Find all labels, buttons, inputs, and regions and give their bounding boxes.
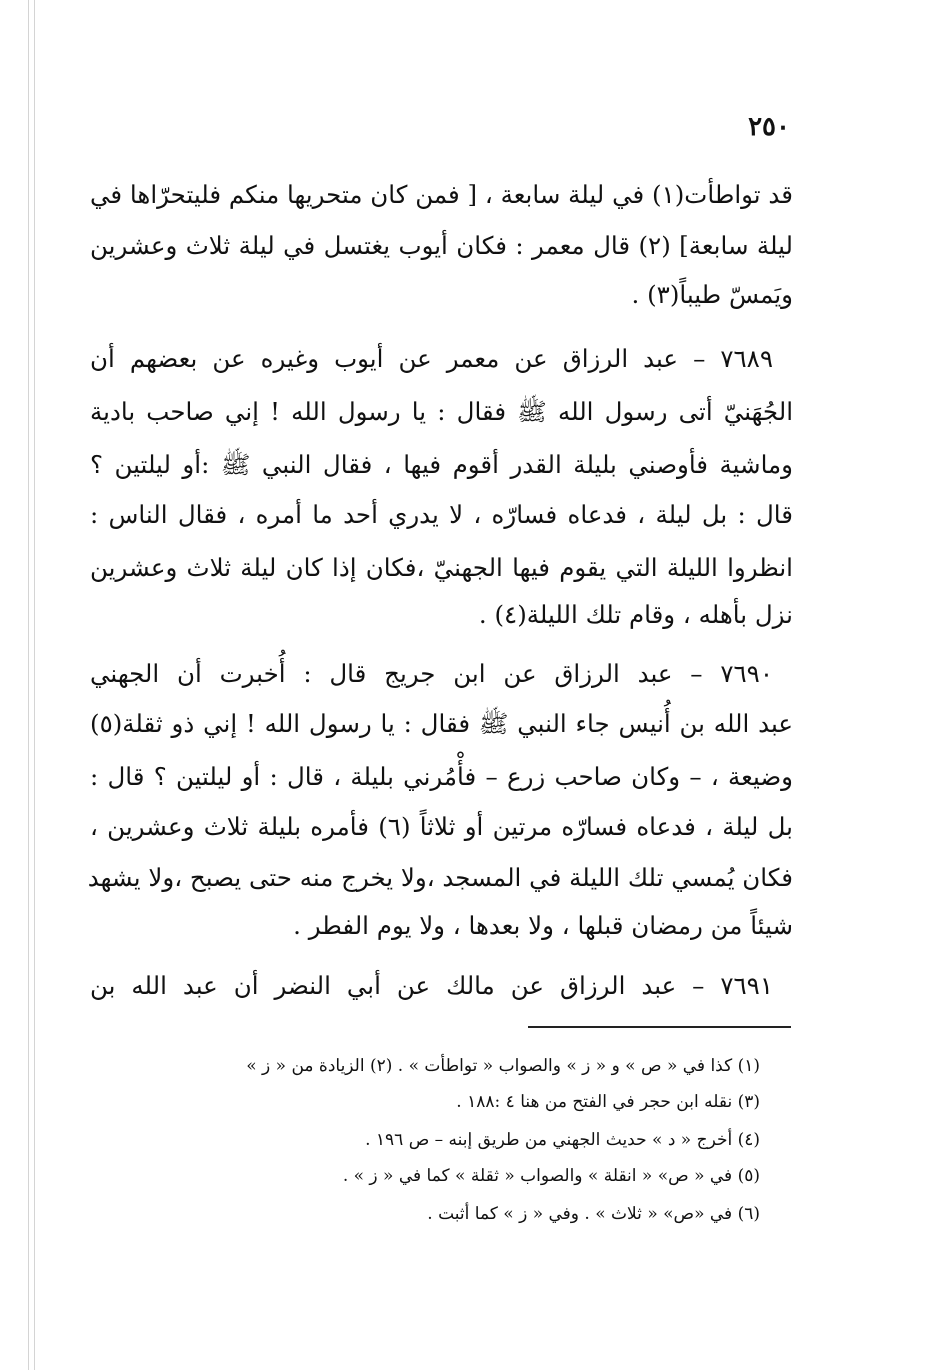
footnote: (٥) في « ص» « انقلة » والصواب « ثقلة » كما في « ز » . (342, 1166, 760, 1186)
text-line: وضيعة ، – وكان صاحب زرع – فأْمُرني بليلة ، قال : أو ليلتين ؟ قال : (90, 762, 793, 791)
text-line: انظروا الليلة التي يقوم فيها الجهنيّ ،فكان إذا كان ليلة ثلاث وعشرين (90, 553, 793, 582)
text-line: ويَمسّ طيباً(٣) . (631, 280, 793, 309)
text-line: نزل بأهله ، وقام تلك الليلة(٤) . (478, 600, 793, 629)
text-line: الجُهَنيّ أتى رسول الله ﷺ فقال : يا رسول الله ! إني صاحب بادية (90, 397, 793, 426)
text-line: بل ليلة ، فدعاه فسارّه مرتين أو ثلاثاً (٦) فأمره بليلة ثلاث وعشرين ، (90, 812, 793, 841)
text-line: قال : بل ليلة ، فدعاه فسارّه ، لا يدري أحد ما أمره ، فقال الناس : (90, 500, 793, 529)
text-line: عبد الله بن أُنيس جاء النبي ﷺ فقال : يا رسول الله ! إني ذو ثقلة(٥) (90, 709, 793, 738)
footnote: (٣) نقله ابن حجر في الفتح من هنا ٤ :١٨٨ . (456, 1092, 760, 1112)
text-line: ٧٦٩٠ – عبد الرزاق عن ابن جريج قال : أُخبرت أن الجهني (90, 659, 773, 688)
text-line: قد تواطأت(١) في ليلة سابعة ، [ فمن كان متحريها منكم فليتحرّاها في (90, 180, 793, 209)
scan-margin-line (34, 0, 35, 1370)
text-line: ٧٦٨٩ – عبد الرزاق عن معمر عن أيوب وغيره عن بعضهم أن (90, 344, 773, 373)
text-line: وماشية فأوصني بليلة القدر أقوم فيها ، فقال النبي ﷺ :أو ليلتين ؟ (90, 450, 793, 479)
footnote: (٦) في «ص» « ثلاث » . وفي « ز » كما أثبت . (427, 1204, 760, 1224)
scan-margin-line (28, 0, 29, 1370)
text-line: ليلة سابعة] (٢) قال معمر : فكان أيوب يغتسل في ليلة ثلاث وعشرين (90, 231, 793, 260)
footnote: (١) كذا في « ص » و « ز » والصواب « تواطأت » . (٢) الزيادة من « ز » (246, 1056, 760, 1076)
text-line: فكان يُمسي تلك الليلة في المسجد ،ولا يخرج منه حتى يصبح ،ولا يشهد (87, 863, 793, 892)
text-line: ٧٦٩١ – عبد الرزاق عن مالك عن أبي النضر أن عبد الله بن (90, 971, 773, 1000)
footnote: (٤) أخرج « د » حديث الجهني من طريق إبنه – ص ١٩٦ . (365, 1130, 760, 1150)
page-number: ٢٥٠ (748, 112, 790, 142)
text-line: شيئاً من رمضان قبلها ، ولا بعدها ، ولا يوم الفطر . (293, 911, 793, 940)
footnote-separator (528, 1026, 791, 1028)
